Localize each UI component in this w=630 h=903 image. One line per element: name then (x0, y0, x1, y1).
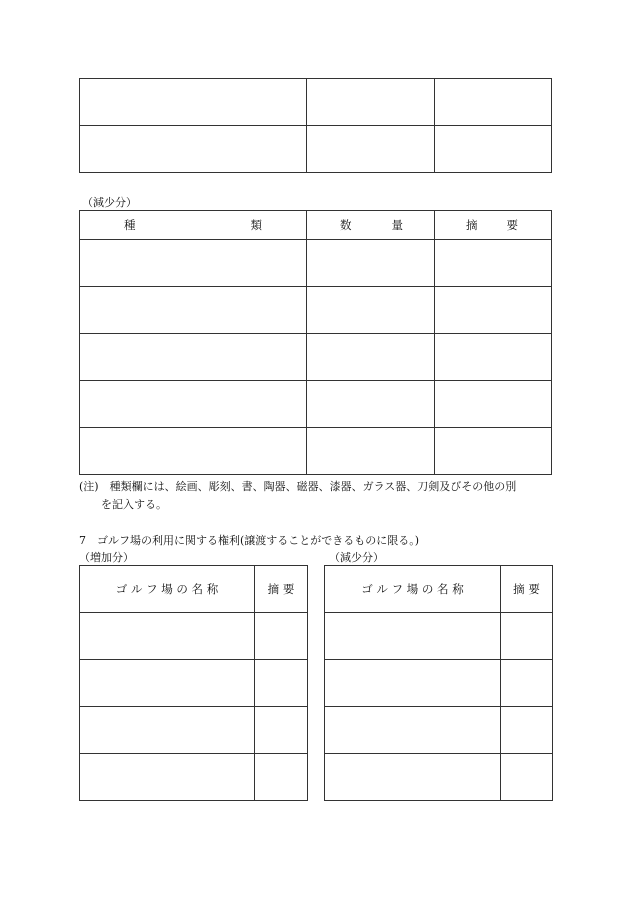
table-cell[interactable] (80, 613, 255, 660)
table-cell[interactable] (325, 660, 501, 707)
table-cell[interactable] (255, 660, 308, 707)
table-cell[interactable] (255, 613, 308, 660)
table-cell[interactable] (80, 334, 307, 381)
table-cell[interactable] (80, 240, 307, 287)
table-cell[interactable] (435, 126, 552, 173)
table-cell[interactable] (80, 660, 255, 707)
golf-increase-table (79, 565, 308, 801)
decrease-table (79, 210, 552, 475)
header-golf-name: ゴ ル フ 場 の 名 称 (325, 566, 501, 613)
increase-label: （増加分） (79, 551, 134, 564)
header-note-char1: 摘 (466, 218, 478, 232)
table-cell[interactable] (80, 428, 307, 475)
top-table (79, 78, 552, 173)
table-cell[interactable] (307, 126, 435, 173)
table-cell[interactable] (307, 287, 435, 334)
decrease-label: （減少分） (82, 196, 137, 209)
golf-decrease-table (324, 565, 553, 801)
table-cell[interactable] (80, 381, 307, 428)
table-cell[interactable] (435, 334, 552, 381)
header-qty-char1: 数 (340, 218, 352, 232)
table-cell[interactable] (325, 707, 501, 754)
header-golf-name: ゴ ル フ 場 の 名 称 (80, 566, 255, 613)
header-golf-remarks: 摘 要 (501, 566, 553, 613)
header-quantity (307, 211, 435, 240)
table-cell[interactable] (501, 707, 553, 754)
table-cell[interactable] (501, 613, 553, 660)
table-cell[interactable] (307, 79, 435, 126)
note-line-1: (注) 種類欄には、絵画、彫刻、書、陶器、磁器、漆器、ガラス器、刀剣及びその他の別 (79, 480, 517, 493)
header-kind (80, 211, 307, 240)
decrease-label-golf: （減少分） (329, 551, 384, 564)
table-cell[interactable] (80, 754, 255, 801)
table-cell[interactable] (80, 707, 255, 754)
note-line-2: を記入する。 (101, 498, 167, 511)
table-cell[interactable] (255, 754, 308, 801)
header-remarks (435, 211, 552, 240)
table-cell[interactable] (435, 79, 552, 126)
section-7-title: 7 ゴルフ場の利用に関する権利(譲渡することができるものに限る。) (79, 534, 420, 547)
header-golf-remarks: 摘 要 (255, 566, 308, 613)
table-cell[interactable] (325, 754, 501, 801)
table-cell[interactable] (255, 707, 308, 754)
table-cell[interactable] (325, 613, 501, 660)
table-cell[interactable] (307, 240, 435, 287)
header-note-char2: 要 (506, 218, 518, 232)
table-cell[interactable] (80, 79, 307, 126)
table-cell[interactable] (80, 287, 307, 334)
table-cell[interactable] (435, 287, 552, 334)
header-kind-char2: 類 (250, 218, 262, 232)
header-qty-char2: 量 (391, 218, 403, 232)
table-cell[interactable] (435, 240, 552, 287)
table-cell[interactable] (307, 381, 435, 428)
table-cell[interactable] (307, 428, 435, 475)
header-kind-char1: 種 (124, 218, 136, 232)
table-cell[interactable] (435, 428, 552, 475)
table-cell[interactable] (80, 126, 307, 173)
table-cell[interactable] (501, 754, 553, 801)
table-cell[interactable] (501, 660, 553, 707)
table-cell[interactable] (307, 334, 435, 381)
table-cell[interactable] (435, 381, 552, 428)
